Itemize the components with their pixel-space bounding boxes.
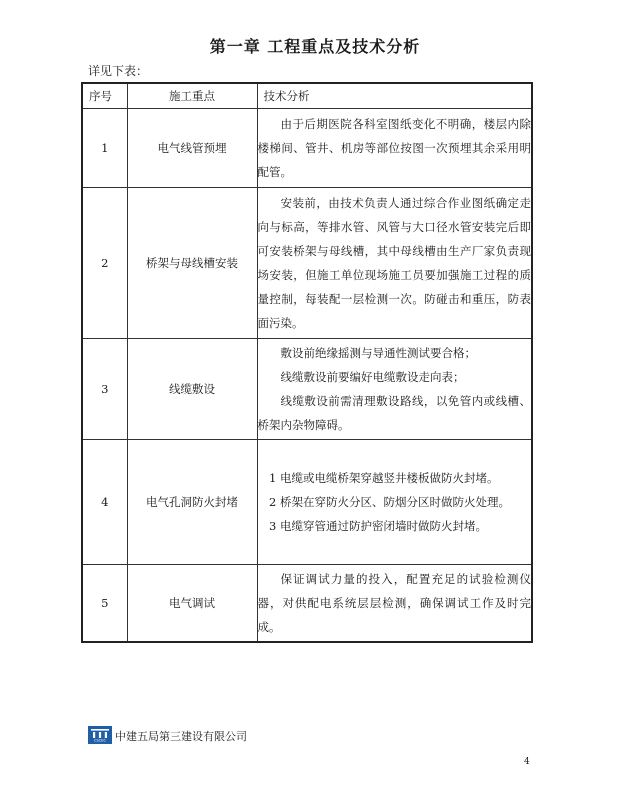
row-analysis bbox=[257, 440, 532, 565]
row-analysis bbox=[257, 339, 532, 440]
logo-text: CSCEC bbox=[93, 738, 107, 742]
row-construction-point: 电气调试 bbox=[127, 565, 257, 643]
analysis-paragraph: 线缆敷设前要编好电缆敷设走向表； bbox=[280, 370, 465, 384]
intro-text: 详见下表： bbox=[88, 64, 149, 78]
table-row bbox=[82, 339, 532, 440]
row-analysis bbox=[257, 109, 532, 188]
row-number: 4 bbox=[82, 440, 127, 565]
analysis-table bbox=[81, 82, 533, 643]
row-construction-point: 电气线管预埋 bbox=[127, 109, 257, 188]
header-no: 序号 bbox=[82, 83, 127, 109]
company-logo-mark bbox=[90, 728, 110, 742]
analysis-paragraph: 1 电缆或电缆桥架穿越竖井楼板做防火封堵。 bbox=[269, 471, 499, 485]
row-construction-point: 桥架与母线槽安装 bbox=[127, 188, 257, 339]
chapter-title: 第一章 工程重点及技术分析 bbox=[209, 37, 421, 56]
company-name: 中建五局第三建设有限公司 bbox=[115, 730, 247, 743]
analysis-paragraph: 线缆敷设前需清理敷设路线，以免管内或线槽、桥架内杂物障碍。 bbox=[257, 394, 531, 432]
row-construction-point: 电气孔洞防火封堵 bbox=[127, 440, 257, 565]
table-header-row bbox=[82, 83, 532, 109]
row-number: 1 bbox=[82, 109, 127, 188]
row-number: 5 bbox=[82, 565, 127, 643]
table-row bbox=[82, 565, 532, 643]
table-row bbox=[82, 188, 532, 339]
analysis-paragraph: 敷设前绝缘摇测与导通性测试要合格； bbox=[280, 346, 476, 360]
analysis-paragraph: 3 电缆穿管通过防护密闭墙时做防火封堵。 bbox=[269, 519, 487, 533]
row-analysis bbox=[257, 188, 532, 339]
table-row bbox=[82, 440, 532, 565]
analysis-paragraph: 2 桥架在穿防火分区、防烟分区时做防火处理。 bbox=[269, 495, 510, 509]
header-analysis: 技术分析 bbox=[257, 83, 532, 109]
row-analysis bbox=[257, 565, 532, 643]
analysis-paragraph: 安装前，由技术负责人通过综合作业图纸确定走向与标高，等排水管、风管与大口径水管安装完后即可安装桥架与母线槽，其中母线槽由生产厂家负责现场安装，但施工单位现场施工员要加强施工过程的质量控制，每装配一层检测一次。防碰击和重压，防表面污染。 bbox=[257, 196, 531, 330]
page-number: 4 bbox=[524, 757, 530, 767]
analysis-paragraph: 保证调试力量的投入，配置充足的试验检测仪器，对供配电系统层层检测，确保调试工作及时完成。 bbox=[257, 572, 531, 634]
row-construction-point: 线缆敷设 bbox=[127, 339, 257, 440]
table-row bbox=[82, 109, 532, 188]
analysis-paragraph: 由于后期医院各科室图纸变化不明确，楼层内除楼梯间、管井、机房等部位按图一次预埋其余采用明配管。 bbox=[257, 117, 531, 179]
row-number: 2 bbox=[82, 188, 127, 339]
company-logo-icon bbox=[88, 726, 112, 744]
header-point: 施工重点 bbox=[127, 83, 257, 109]
row-number: 3 bbox=[82, 339, 127, 440]
